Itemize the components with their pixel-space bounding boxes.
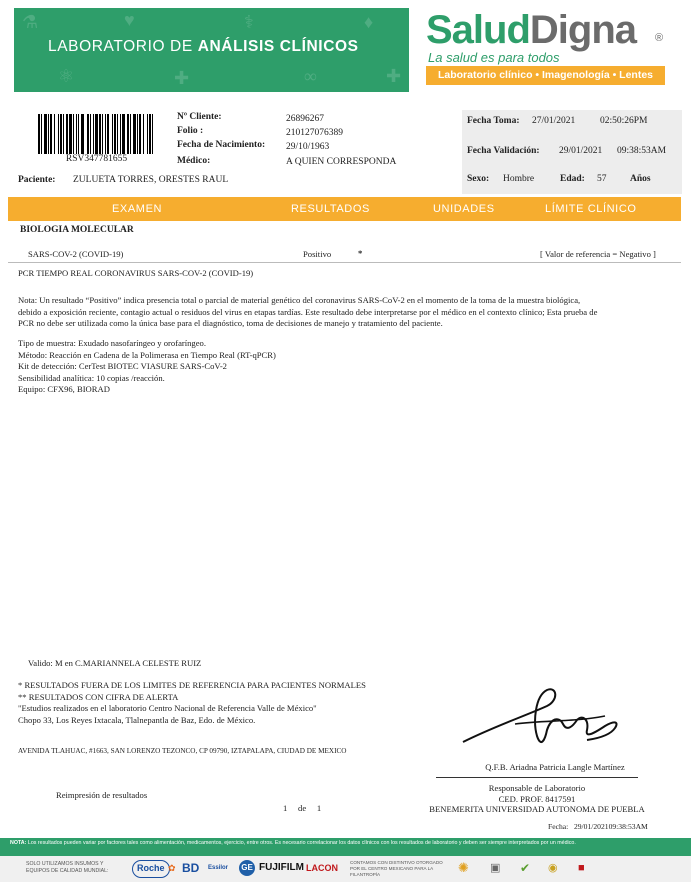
award-seal-icon: ✺ [458, 860, 469, 875]
take-time: 02:50:26PM [600, 116, 648, 126]
lab-address: AVENIDA TLAHUAC, #1663, SAN LORENZO TEZONCO, CP 09790, IZTAPALAPA, CIUDAD DE MEXICO [18, 747, 347, 755]
detail-line: Kit de detección: CerTest BIOTEC VIASURE SARS-CoV-2 [18, 361, 227, 371]
note-line: PCR no debe ser utilizada como la única base para el diagnóstico, toma de decisiones de manejo y tratamiento del paciente. [18, 318, 443, 328]
pill-icon: ✚ [174, 68, 190, 88]
detail-line: Equipo: CFX96, BIORAD [18, 384, 110, 394]
print-time-value: 09:38:53AM [608, 822, 648, 831]
folio-number: 210127076389 [286, 128, 343, 138]
distinctive-text: CONTAMOS CON DISTINTIVO OTORGADO POR EL CENTRO MEXICANO PARA LA FILANTROPÍA [350, 860, 443, 877]
method-title: PCR TIEMPO REAL CORONAVIRUS SARS-COV-2 (COVID-19) [18, 268, 254, 278]
test-result: Positivo [303, 249, 332, 259]
signature-line [436, 777, 638, 778]
test-name: SARS-COV-2 (COVID-19) [28, 249, 124, 259]
take-date: 27/01/2021 [532, 116, 576, 126]
barcode-bar [153, 114, 155, 154]
patient-name: ZULUETA TORRES, ORESTES RAUL [73, 175, 229, 185]
note-line: Nota: Un resultado “Positivo” indica presencia total o parcial de material genético del coronavirus SARS-CoV-2 en el momento de la toma de la muestra biológica, [18, 295, 581, 305]
checkmark-seal-icon: ✔ [520, 861, 531, 875]
validation-date: 29/01/2021 [559, 146, 603, 156]
column-exam: EXAMEN [112, 203, 163, 215]
detail-line: Método: Reacción en Cadena de la Polimerasa en Tiempo Real (RT-qPCR) [18, 349, 276, 360]
signer-credentials [400, 783, 674, 815]
signer-role: Responsable de Laboratorio [488, 783, 586, 793]
signer-license: CED. PROF. 8417591 [498, 793, 576, 804]
footnotes [18, 680, 366, 726]
print-date-value: 29/01/2021 [573, 822, 609, 831]
note-paragraph [18, 295, 597, 330]
validated-by-label: Valido: [28, 658, 53, 668]
take-date-label: Fecha Toma: [467, 116, 520, 126]
doctor-label: Médico: [177, 156, 211, 166]
brand-tagline: La salud es para todos [428, 50, 560, 65]
signer-name: Q.F.B. Ariadna Patricia Langle Martínez [485, 762, 625, 772]
brand-fujifilm: FUJIFILM [259, 862, 304, 873]
footnote-line: ** RESULTADOS CON CIFRA DE ALERTA [18, 691, 179, 702]
footnote-line: Chopo 33, Los Reyes Ixtacala, Tlalnepantla de Baz, Edo. de México. [18, 714, 256, 725]
brand-lacon: LACON [306, 863, 338, 873]
reference-value: [ Valor de referencia = Negativo ] [540, 249, 656, 259]
page-total: 1 [316, 803, 322, 813]
sex-value: Hombre [503, 174, 535, 184]
brand-logo-part2: Digna [529, 8, 637, 52]
footer-brands-strip [0, 856, 691, 882]
client-number-label: Nº Cliente: [177, 112, 222, 122]
brand-roche: Roche [132, 860, 170, 878]
age-unit: Años [630, 174, 651, 184]
molecule-icon: ⚛ [58, 66, 75, 86]
footer-note-label: NOTA: [10, 840, 27, 846]
barcode-number: RSV347781655 [65, 154, 128, 164]
footnote-line: * RESULTADOS FUERA DE LOS LIMITES DE REFERENCIA PARA PACIENTES NORMALES [18, 680, 366, 690]
birth-date: 29/10/1963 [286, 142, 330, 152]
brand-ge: GE [239, 860, 255, 876]
column-results: RESULTADOS [291, 203, 370, 215]
client-number: 26896267 [286, 114, 324, 124]
detail-line: Sensibilidad analítica: 10 copias /reacción. [18, 372, 165, 383]
barcode [38, 114, 155, 154]
dna-icon: ∞ [304, 66, 317, 86]
brand-logo-part1: Salud [426, 8, 530, 52]
banner-title-bold: ANÁLISIS CLÍNICOS [197, 38, 359, 55]
signature-graphic [455, 676, 655, 762]
page-number [283, 803, 321, 815]
column-clinical-limit: LÍMITE CLÍNICO [545, 203, 637, 215]
banner-title [48, 38, 359, 56]
age-label: Edad: [560, 174, 585, 184]
validated-by-name: M en C.MARIANNELA CELESTE RUIZ [54, 658, 202, 668]
folio-label: Folio : [177, 126, 204, 136]
footer-note-text: Los resultados pueden variar por factores tales como alimentación, medicamentos, ejercicio, entre otros. Es necesario correlacionar los datos clínicos con los resultados de laboratorio y deben ser siempre interpretados por un médico. [27, 840, 576, 846]
footnote-line: "Estudios realizados en el laboratorio Centro Nacional de Referencia Valle de México" [18, 703, 317, 713]
signer-university: BENEMERITA UNIVERSIDAD AUTONOMA DE PUEBLA [429, 804, 645, 814]
brand-essilor: Essilor [208, 865, 229, 871]
cross-icon: ✚ [386, 66, 402, 86]
page-current: 1 [283, 803, 288, 813]
results-table-header [8, 197, 681, 221]
row-divider [8, 262, 681, 263]
validation-time: 09:38:53AM [617, 146, 667, 156]
validation-date-label: Fecha Validación: [467, 146, 540, 156]
doctor-name: A QUIEN CORRESPONDA [286, 157, 397, 167]
microscope-icon: ⚕ [244, 12, 254, 32]
reprint-label: Reimpresión de resultados [56, 790, 148, 800]
test-details [18, 338, 276, 396]
page-of-label: de [298, 803, 307, 813]
bd-logo-icon: ✿ [168, 863, 176, 873]
validated-by [28, 658, 201, 670]
quality-text: SOLO UTILIZAMOS INSUMOS Y EQUIPOS DE CALIDAD MUNDIAL: [26, 861, 109, 874]
brand-bd: BD [182, 861, 200, 875]
patient-label: Paciente: [18, 175, 56, 185]
header-banner [14, 8, 409, 92]
print-date-label: Fecha: [548, 822, 569, 831]
heart-icon: ♥ [124, 10, 135, 30]
banner-title-light: LABORATORIO DE [48, 38, 193, 55]
badge-icon: ◉ [548, 862, 558, 874]
flask-icon: ⚗ [22, 12, 39, 32]
section-title: BIOLOGIA MOLECULAR [20, 225, 134, 235]
column-units: UNIDADES [433, 203, 495, 215]
note-line: debido a exposición reciente, contagio actual o residuos del virus en etapas tardías. Este resultado debe interpretarse por el médico en el contexto clínico; Esta prueba de [18, 306, 598, 317]
services-bar: Laboratorio clínico • Imagenología • Lentes [426, 66, 665, 85]
award-icon: ▣ [490, 862, 501, 874]
alert-flag: * [358, 248, 363, 258]
print-date [548, 822, 648, 831]
registered-mark: ® [655, 32, 664, 44]
age-value: 57 [597, 174, 607, 184]
birth-date-label: Fecha de Nacimiento: [177, 140, 266, 150]
footer-note [0, 838, 691, 856]
drop-icon: ♦ [364, 12, 374, 32]
emblem-icon: ■ [578, 862, 585, 874]
brand-logo [426, 8, 636, 53]
detail-line: Tipo de muestra: Exudado nasofaríngeo y orofaríngeo. [18, 338, 206, 348]
sex-label: Sexo: [467, 174, 490, 184]
